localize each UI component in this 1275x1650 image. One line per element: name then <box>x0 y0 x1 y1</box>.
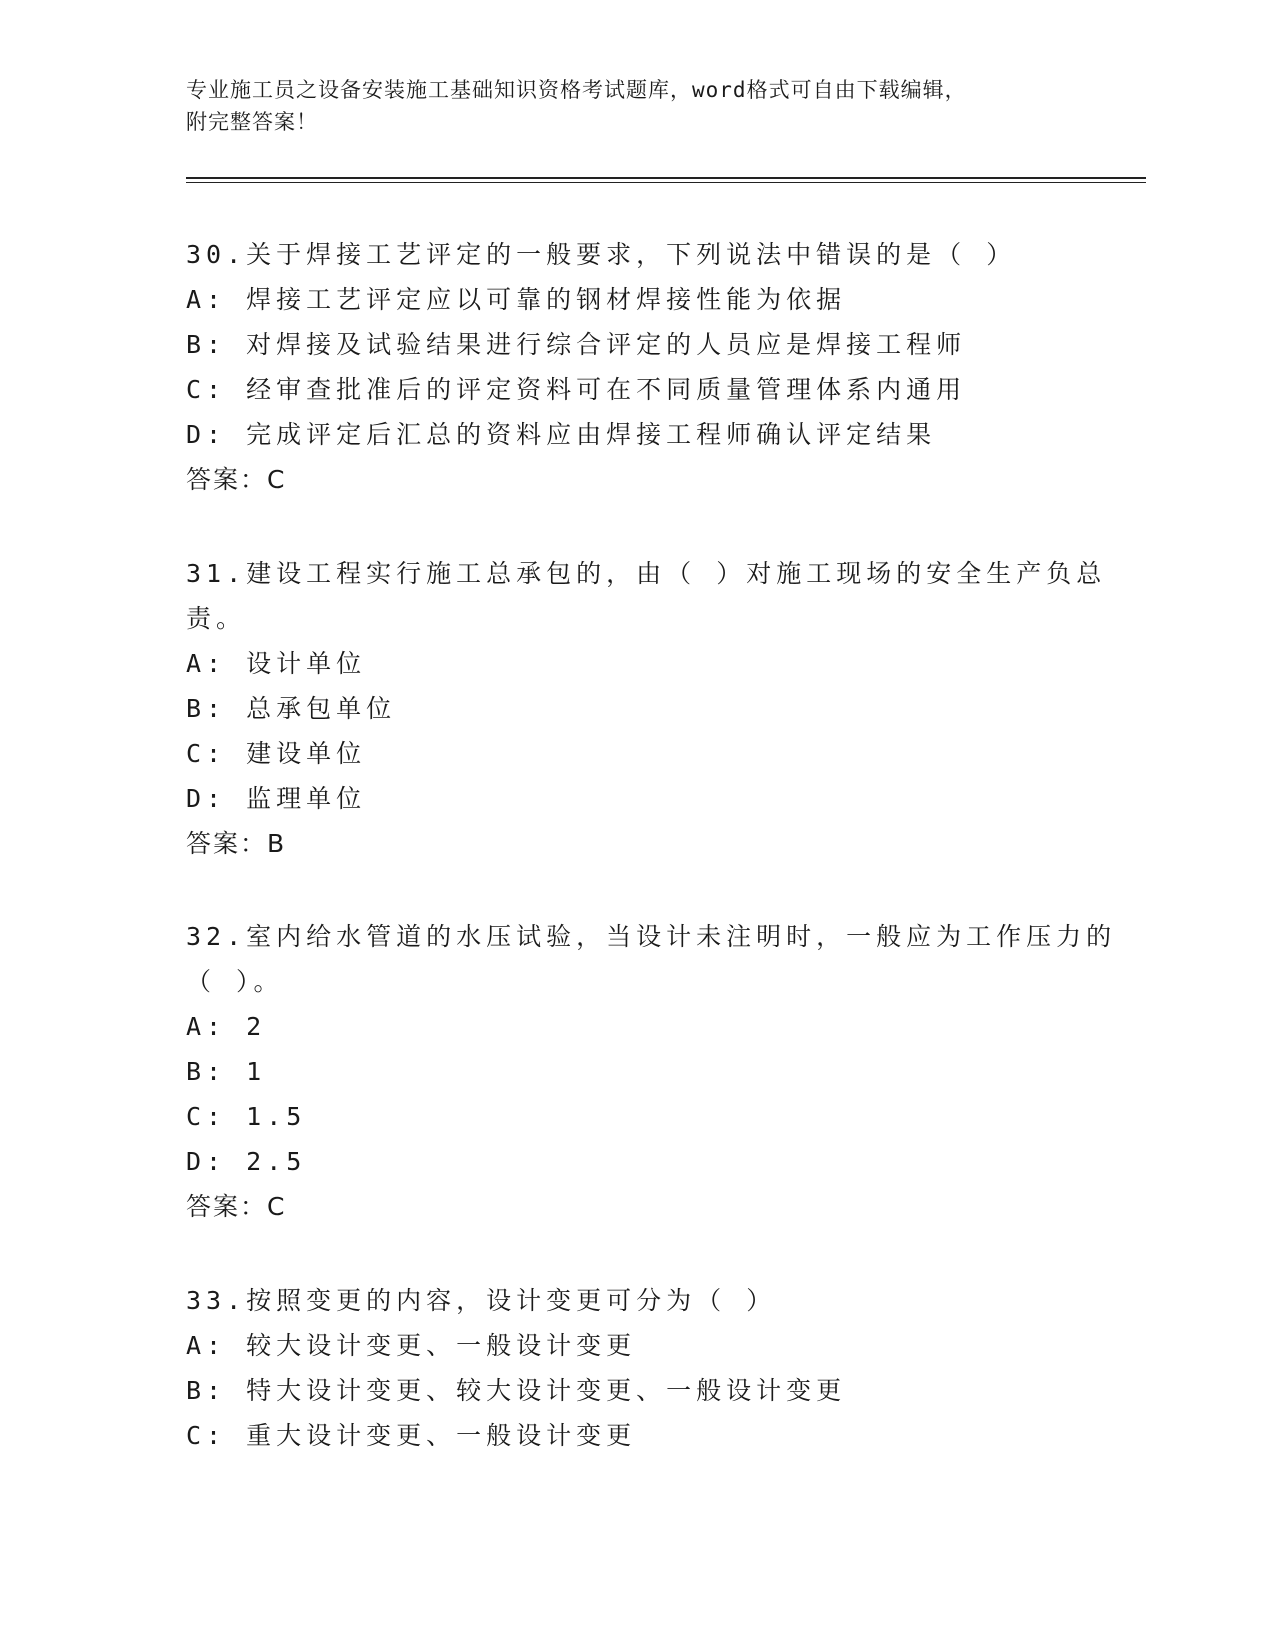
option-d: D: 2.5 <box>186 1147 307 1176</box>
option-b: B: 1 <box>186 1057 267 1086</box>
question-31 <box>186 551 1107 866</box>
option-a: A: 较大设计变更、一般设计变更 <box>186 1331 637 1360</box>
option-a: A: 2 <box>186 1012 267 1041</box>
answer-label: 答案：B <box>186 829 287 858</box>
option-b: B: 特大设计变更、较大设计变更、一般设计变更 <box>186 1376 847 1405</box>
header-line: 专业施工员之设备安装施工基础知识资格考试题库，word格式可自由下载编辑， <box>186 78 967 102</box>
question-stem: 32.室内给水管道的水压试验，当设计未注明时，一般应为工作压力的 <box>186 922 1117 951</box>
answer-label: 答案：C <box>186 1192 287 1221</box>
question-stem: 30.关于焊接工艺评定的一般要求，下列说法中错误的是（ ） <box>186 240 1017 269</box>
option-b: B: 总承包单位 <box>186 694 397 723</box>
option-c: C: 经审查批准后的评定资料可在不同质量管理体系内通用 <box>186 375 967 404</box>
page-header <box>186 74 1066 138</box>
question-33 <box>186 1278 1086 1458</box>
answer-label: 答案：C <box>186 465 287 494</box>
question-30 <box>186 232 1086 502</box>
header-divider <box>186 177 1146 179</box>
question-stem: 31.建设工程实行施工总承包的，由（ ）对施工现场的安全生产负总 <box>186 559 1107 588</box>
option-c: C: 建设单位 <box>186 739 367 768</box>
option-c: C: 重大设计变更、一般设计变更 <box>186 1421 637 1450</box>
header-divider-thin <box>186 182 1146 183</box>
option-b: B: 对焊接及试验结果进行综合评定的人员应是焊接工程师 <box>186 330 967 359</box>
option-c: C: 1.5 <box>186 1102 307 1131</box>
question-stem: 33.按照变更的内容，设计变更可分为（ ） <box>186 1286 777 1315</box>
question-stem-continued: 责。 <box>186 604 247 633</box>
option-d: D: 监理单位 <box>186 784 367 813</box>
header-line: 附完整答案！ <box>186 110 318 134</box>
question-stem-continued: （ ）。 <box>186 967 284 996</box>
option-a: A: 设计单位 <box>186 649 367 678</box>
option-d: D: 完成评定后汇总的资料应由焊接工程师确认评定结果 <box>186 420 937 449</box>
option-a: A: 焊接工艺评定应以可靠的钢材焊接性能为依据 <box>186 285 847 314</box>
question-32 <box>186 914 1117 1229</box>
